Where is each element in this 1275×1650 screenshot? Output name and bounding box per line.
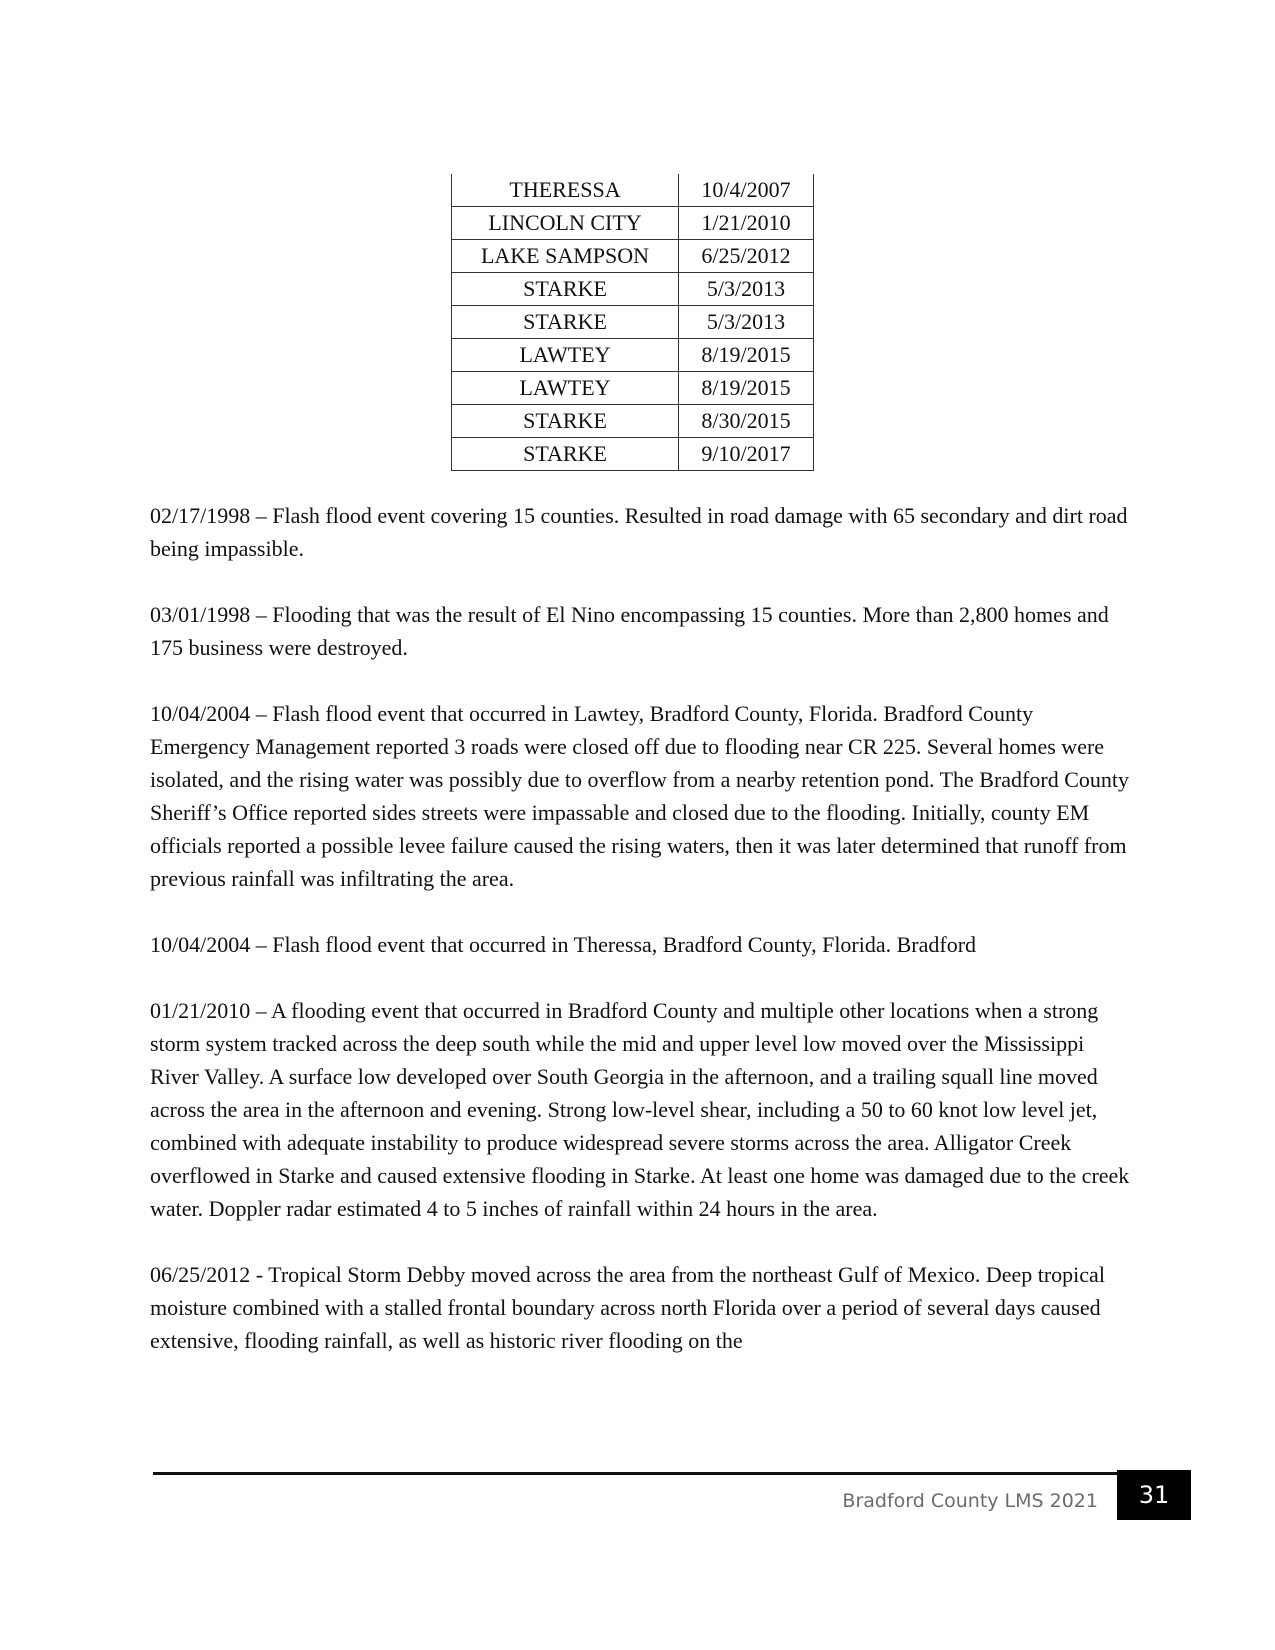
date-cell: 8/30/2015 (679, 405, 814, 438)
event-paragraph: 01/21/2010 – A flooding event that occurred in Bradford County and multiple other locations when a strong storm system tracked across the deep south while the mid and upper level low moved over the Mississippi River Valley. A surface low developed over South Georgia in the afternoon, and a trailing squall line moved across the area in the afternoon and evening. Strong low-level shear, including a 50 to 60 knot low level jet, combined with adequate instability to produce widespread severe storms across the area. Alligator Creek overflowed in Starke and caused extensive flooding in Starke. At least one home was damaged due to the creek water. Doppler radar estimated 4 to 5 inches of rainfall within 24 hours in the area. (150, 998, 1130, 1221)
date-cell: 5/3/2013 (679, 306, 814, 339)
table-row (452, 306, 814, 339)
location-cell: LAWTEY (452, 372, 679, 405)
location-cell: STARKE (452, 405, 679, 438)
table-row (452, 207, 814, 240)
location-cell: LINCOLN CITY (452, 207, 679, 240)
date-cell: 5/3/2013 (679, 273, 814, 306)
location-cell: THERESSA (452, 174, 679, 207)
flood-events-table (451, 174, 814, 471)
event-descriptions (150, 499, 1130, 1390)
page-number: 31 (1117, 1470, 1191, 1520)
table-row (452, 174, 814, 207)
location-cell: STARKE (452, 273, 679, 306)
location-cell: STARKE (452, 438, 679, 471)
table-row (452, 372, 814, 405)
location-cell: LAKE SAMPSON (452, 240, 679, 273)
event-paragraph: 10/04/2004 – Flash flood event that occurred in Theressa, Bradford County, Florida. Bradford (150, 932, 977, 957)
event-paragraph: 10/04/2004 – Flash flood event that occurred in Lawtey, Bradford County, Florida. Bradford County Emergency Management reported 3 roads were closed off due to flooding near CR 225. Several homes were isolated, and the rising water was possibly due to overflow from a nearby retention pond. The Bradford County Sheriff’s Office reported sides streets were impassable and closed due to the flooding. Initially, county EM officials reported a possible levee failure caused the rising waters, then it was later determined that runoff from previous rainfall was infiltrating the area. (150, 701, 1129, 891)
table-row (452, 405, 814, 438)
event-paragraph: 02/17/1998 – Flash flood event covering 15 counties. Resulted in road damage with 65 secondary and dirt road being impassible. (150, 503, 1128, 561)
date-cell: 9/10/2017 (679, 438, 814, 471)
footer-divider (153, 1472, 1145, 1475)
table-row (452, 339, 814, 372)
table-row (452, 273, 814, 306)
date-cell: 8/19/2015 (679, 339, 814, 372)
table-row (452, 438, 814, 471)
date-cell: 10/4/2007 (679, 174, 814, 207)
location-cell: LAWTEY (452, 339, 679, 372)
date-cell: 1/21/2010 (679, 207, 814, 240)
table-row (452, 240, 814, 273)
footer-document-title: Bradford County LMS 2021 (842, 1490, 1098, 1512)
date-cell: 6/25/2012 (679, 240, 814, 273)
date-cell: 8/19/2015 (679, 372, 814, 405)
event-paragraph: 03/01/1998 – Flooding that was the result of El Nino encompassing 15 counties. More than 2,800 homes and 175 business were destroyed. (150, 602, 1109, 660)
event-paragraph: 06/25/2012 - Tropical Storm Debby moved across the area from the northeast Gulf of Mexico. Deep tropical moisture combined with a stalled frontal boundary across north Florida over a period of several days caused extensive, flooding rainfall, as well as historic river flooding on the (150, 1262, 1105, 1353)
location-cell: STARKE (452, 306, 679, 339)
